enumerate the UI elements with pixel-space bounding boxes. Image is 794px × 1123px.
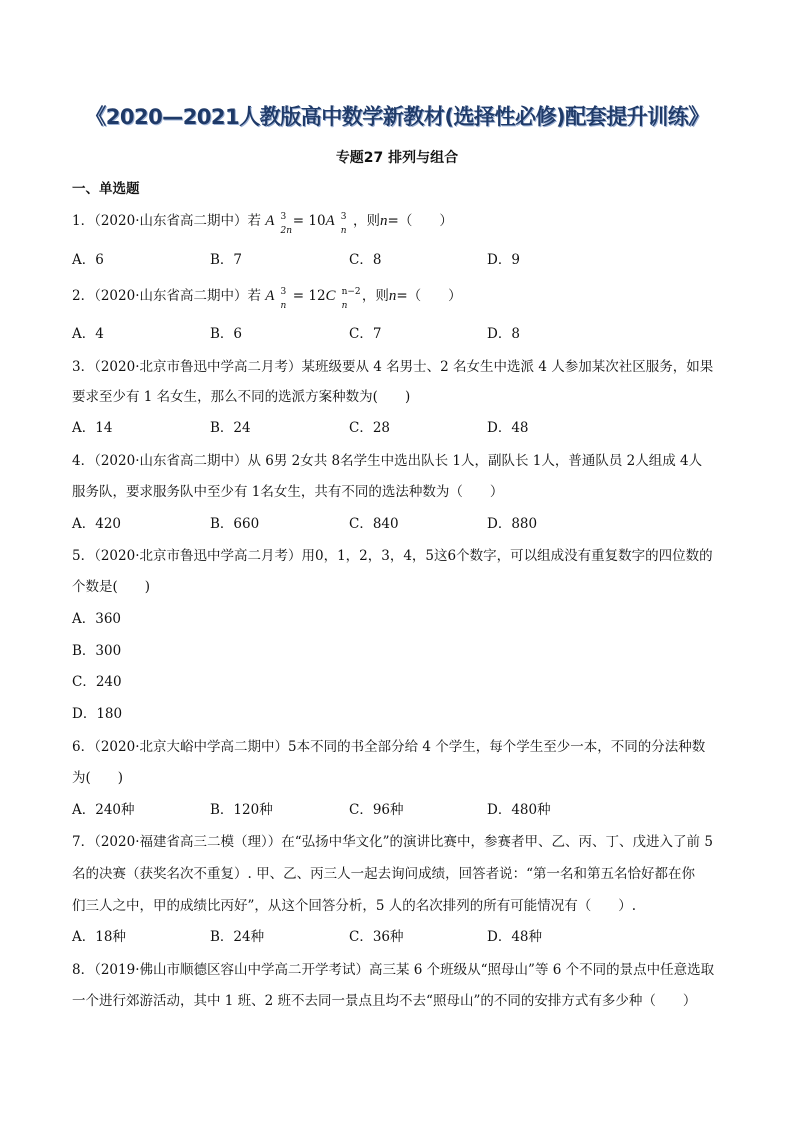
q5-option-b[interactable]: B．300 [72, 643, 122, 659]
math-n: n [380, 213, 388, 229]
math-A-scripts [274, 212, 292, 236]
math-A: A [265, 288, 275, 304]
math-sub: n [280, 301, 287, 311]
question-1-end: =（ ） [387, 213, 453, 229]
q6-option-c[interactable]: C．96种 [349, 802, 404, 818]
q2-option-d[interactable]: D．8 [487, 326, 520, 342]
math-A: A [325, 213, 335, 229]
q6-option-a[interactable]: A．240种 [72, 802, 135, 818]
math-sub: n [341, 301, 348, 311]
question-2-prefix: 2．（2020·山东省高二期中）若 [72, 288, 261, 304]
math-C: C [325, 288, 336, 304]
q3-option-b[interactable]: B．24 [210, 420, 251, 436]
math-A-scripts [274, 287, 288, 311]
question-7-line-1: 7．（2020·福建省高三二模（理））在“弘扬中华文化”的演讲比赛中，参赛者甲、乙、丙、丁、戊进入了前 5 [72, 834, 713, 850]
q4-option-c[interactable]: C．840 [349, 516, 399, 532]
q4-option-d[interactable]: D．880 [487, 516, 538, 532]
q4-option-a[interactable]: A．420 [72, 516, 122, 532]
q3-option-c[interactable]: C．28 [349, 420, 391, 436]
math-A-scripts [335, 212, 349, 236]
question-1-prefix: 1．（2020·山东省高二期中）若 [72, 213, 261, 229]
math-equals: = 12 [292, 288, 326, 304]
math-sup: 3 [280, 287, 287, 297]
question-6-line-1: 6．（2020·北京大峪中学高二期中）5本不同的书全部分给 4 个学生，每个学生至少一本，不同的分法种数 [72, 739, 706, 755]
question-8-line-1: 8．（2019·佛山市顺德区容山中学高二开学考试）高三某 6 个班级从“照母山”等 6 个不同的景点中任意选取 [72, 962, 715, 978]
q2-option-a[interactable]: A．4 [72, 326, 104, 342]
q5-option-d[interactable]: D．180 [72, 706, 123, 722]
question-4-line-1: 4．（2020·山东省高二期中）从 6男 2女共 8名学生中选出队长 1人，副队长 1人，普通队员 2人组成 4人 [72, 453, 703, 469]
question-5-line-2: 个数是( ) [72, 579, 151, 595]
q7-option-c[interactable]: C．36种 [349, 929, 404, 945]
q5-option-c[interactable]: C．240 [72, 674, 122, 690]
q5-option-a[interactable]: A．360 [72, 611, 122, 627]
q7-option-d[interactable]: D．48种 [487, 929, 543, 945]
q4-option-b[interactable]: B．660 [210, 516, 260, 532]
topic-subtitle: 专题27 排列与组合 [335, 150, 459, 166]
q1-option-c[interactable]: C．8 [349, 252, 382, 268]
question-6-line-2: 为( ) [72, 770, 124, 786]
q1-option-d[interactable]: D．9 [487, 252, 520, 268]
question-3-line-2: 要求至少有 1 名女生，那么不同的选派方案种数为( ) [72, 389, 411, 405]
document-banner-title: 《2020—2021人教版高中数学新教材(选择性必修)配套提升训练》 [85, 105, 709, 130]
q2-option-c[interactable]: C．7 [349, 326, 382, 342]
q1-option-b[interactable]: B．7 [210, 252, 243, 268]
q1-option-a[interactable]: A．6 [72, 252, 104, 268]
question-3-line-1: 3．（2020·北京市鲁迅中学高二月考）某班级要从 4 名男士、2 名女生中选派 4 人参加某次社区服务，如果 [72, 359, 714, 375]
section-heading: 一、单选题 [72, 181, 140, 197]
math-A: A [265, 213, 275, 229]
question-2-end: =（ ） [396, 288, 462, 304]
math-sup: 3 [340, 212, 347, 222]
question-8-line-2: 一个进行郊游活动，其中 1 班、2 班不去同一景点且均不去“照母山”的不同的安排方式有多少种（ ） [72, 993, 697, 1009]
question-1 [72, 211, 453, 236]
q7-option-b[interactable]: B．24种 [210, 929, 265, 945]
q6-option-d[interactable]: D．480种 [487, 802, 551, 818]
math-sub: n [340, 226, 347, 236]
math-sup: n−2 [341, 287, 361, 297]
q2-option-b[interactable]: B．6 [210, 326, 243, 342]
question-7-line-2: 名的决赛（获奖名次不重复）. 甲、乙、丙三人一起去询问成绩，回答者说：“第一名和第五名恰好都在你 [72, 866, 695, 882]
q7-option-a[interactable]: A．18种 [72, 929, 126, 945]
question-2 [72, 286, 462, 311]
math-n: n [388, 288, 397, 304]
q6-option-b[interactable]: B．120种 [210, 802, 273, 818]
math-sup: 3 [280, 212, 287, 222]
question-2-suffix: ，则 [361, 288, 389, 304]
math-C-scripts [336, 287, 361, 311]
q3-option-d[interactable]: D．48 [487, 420, 529, 436]
question-4-line-2: 服务队，要求服务队中至少有 1名女生，共有不同的选法种数为（ ） [72, 484, 504, 500]
math-sub: 2n [280, 226, 292, 236]
question-5-line-1: 5．（2020·北京市鲁迅中学高二月考）用0，1，2，3，4，5这6个数字，可以组成没有重复数字的四位数的 [72, 548, 713, 564]
question-1-suffix: ，则 [353, 213, 381, 229]
q3-option-a[interactable]: A．14 [72, 420, 113, 436]
math-equals: = 10 [292, 213, 326, 229]
question-7-line-3: 们三人之中，甲的成绩比丙好”，从这个回答分析，5 人的名次排列的所有可能情况有（ ）. [72, 898, 637, 914]
